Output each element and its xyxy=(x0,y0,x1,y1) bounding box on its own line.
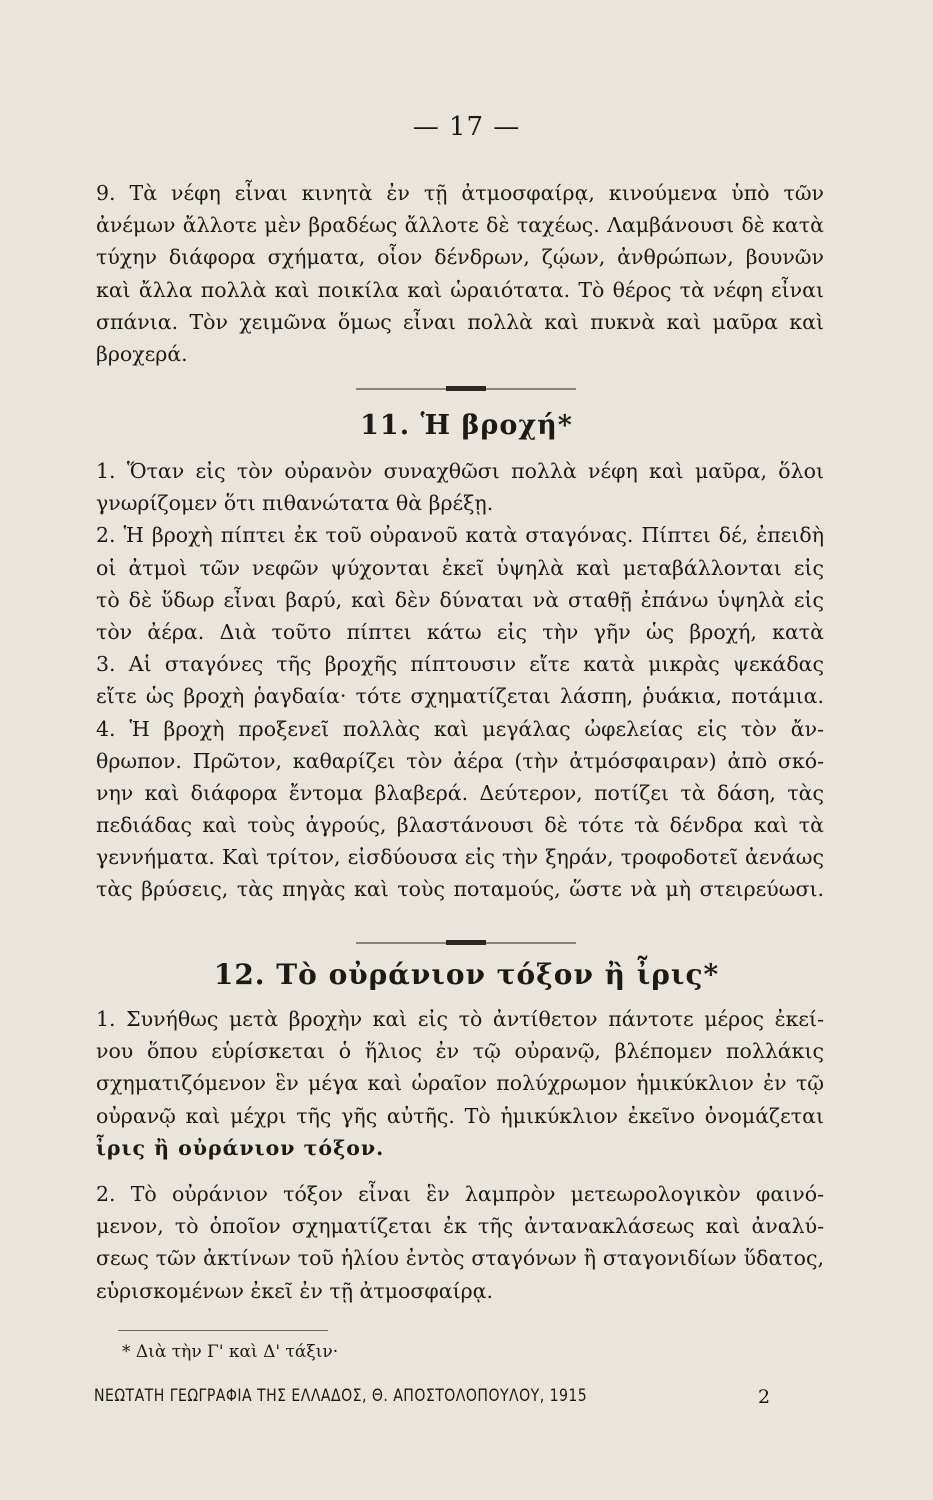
text-line: ἀνέμων ἄλλοτε μὲν βραδέως ἄλλοτε δὲ ταχέως. Λαμβάνουσι δὲ κατὰ xyxy=(96,213,824,238)
text-line: τὸ δὲ ὕδωρ εἶναι βαρύ, καὶ δὲν δύναται νὰ σταθῇ ἐπάνω ὑψηλὰ εἰς xyxy=(96,587,824,612)
text-line: 3. Αἱ σταγόνες τῆς βροχῆς πίπτουσιν εἴτε κατὰ μικρὰς ψεκάδας xyxy=(96,652,824,677)
book-title-footer: ΝΕΩΤΑΤΗ ΓΕΩΓΡΑΦΙΑ ΤΗΣ ΕΛΛΑΔΟΣ, Θ. ΑΠΟΣΤΟΛΟΠΟΥΛΟΥ, 1915 xyxy=(94,1386,588,1406)
text-line: νου ὅπου εὑρίσκεται ὁ ἥλιος ἐν τῷ οὐρανῷ, βλέπομεν πολλάκις xyxy=(96,1039,824,1064)
text-line: οὐρανῷ καὶ μέχρι τῆς γῆς αὐτῆς. Τὸ ἡμικύκλιον ἐκεῖνο ὀνομάζεται xyxy=(96,1103,824,1128)
section-heading-rain: 11. Ἡ βροχή* xyxy=(360,410,573,441)
text-line: θρωπον. Πρῶτον, καθαρίζει τὸν ἀέρα (τὴν ἀτμόσφαιραν) ἀπὸ σκό- xyxy=(96,748,824,773)
text-line: μενον, τὸ ὁποῖον σχηματίζεται ἐκ τῆς ἀντανακλάσεως καὶ ἀναλύ- xyxy=(96,1214,824,1239)
text-line: τύχην διάφορα σχήματα, οἷον δένδρων, ζῴων, ἀνθρώπων, βουνῶν xyxy=(96,245,824,270)
section-rain-body xyxy=(96,455,824,906)
section-heading-rainbow: 12. Τὸ οὐράνιον τόξον ἢ ἶρις* xyxy=(213,958,720,991)
paragraph-clouds xyxy=(96,177,824,370)
text-line: 1. Συνήθως μετὰ βροχὴν καὶ εἰς τὸ ἀντίθετον πάντοτε μέρος ἐκεί- xyxy=(96,1007,824,1031)
text-line: σεως τῶν ἀκτίνων τοῦ ἡλίου ἐντὸς σταγόνων ἢ σταγονιδίων ὕδατος, xyxy=(96,1246,824,1271)
text-line: 9. Τὰ νέφη εἶναι κινητὰ ἐν τῇ ἀτμοσφαίρᾳ, κινούμενα ὑπὸ τῶν xyxy=(96,181,824,205)
text-line: τὰς βρύσεις, τὰς πηγὰς καὶ τοὺς ποταμούς, ὥστε νὰ μὴ στειρεύωσι. xyxy=(96,877,824,902)
text-line: βροχερά. xyxy=(96,341,188,366)
text-line: σπάνια. Τὸν χειμῶνα ὅμως εἶναι πολλὰ καὶ πυκνὰ καὶ μαῦρα καὶ xyxy=(96,309,824,334)
text-line: γεννήματα. Καὶ τρίτον, εἰσδύουσα εἰς τὴν ξηράν, τροφοδοτεῖ ἀενάως xyxy=(96,845,824,870)
section-divider xyxy=(356,388,576,390)
text-line: οἱ ἀτμοὶ τῶν νεφῶν ψύχονται ἐκεῖ ὑψηλὰ καὶ μεταβάλλονται εἰς xyxy=(96,555,824,580)
text-line: νην καὶ διάφορα ἔντομα βλαβερά. Δεύτερον, ποτίζει τὰ δάση, τὰς xyxy=(96,780,824,805)
term-iris: ἶρις ἢ οὐράνιον τόξον. xyxy=(96,1135,385,1160)
page-number: — 17 — xyxy=(412,112,521,142)
text-line: εἴτε ὡς βροχὴ ῥαγδαία· τότε σχηματίζεται λάσπη, ῥυάκια, ποτάμια. xyxy=(96,684,824,709)
footnote-rule xyxy=(118,1330,328,1331)
footnote: * Διὰ τὴν Γ' καὶ Δ' τάξιν· xyxy=(122,1342,339,1362)
text-line: 4. Ἡ βροχὴ προξενεῖ πολλὰς καὶ μεγάλας ὠφελείας εἰς τὸν ἄν- xyxy=(96,716,824,741)
section-rainbow-paragraph-2 xyxy=(96,1178,824,1307)
text-line: πεδιάδας καὶ τοὺς ἀγρούς, βλαστάνουσι δὲ τότε τὰ δένδρα καὶ τὰ xyxy=(96,813,824,838)
signature-number: 2 xyxy=(758,1386,771,1408)
text-line: γνωρίζομεν ὅτι πιθανώτατα θὰ βρέξῃ. xyxy=(96,491,494,516)
text-line: σχηματιζόμενον ἓν μέγα καὶ ὡραῖον πολύχρωμον ἡμικύκλιον ἐν τῷ xyxy=(96,1071,824,1096)
text-line: 1. Ὅταν εἰς τὸν οὐρανὸν συναχθῶσι πολλὰ νέφη καὶ μαῦρα, ὅλοι xyxy=(96,459,824,483)
text-line: 2. Ἡ βροχὴ πίπτει ἐκ τοῦ οὐρανοῦ κατὰ σταγόνας. Πίπτει δέ, ἐπειδὴ xyxy=(96,523,824,548)
section-divider xyxy=(356,942,576,944)
text-line: καὶ ἄλλα πολλὰ καὶ ποικίλα καὶ ὡραιότατα. Τὸ θέρος τὰ νέφη εἶναι xyxy=(96,277,824,302)
text-line: 2. Τὸ οὐράνιον τόξον εἶναι ἓν λαμπρὸν μετεωρολογικὸν φαινό- xyxy=(96,1182,824,1206)
text-line: εὑρισκομένων ἐκεῖ ἐν τῇ ἀτμοσφαίρᾳ. xyxy=(96,1278,494,1303)
section-rainbow-paragraph-1 xyxy=(96,1003,824,1164)
text-line: τὸν ἀέρα. Διὰ τοῦτο πίπτει κάτω εἰς τὴν γῆν ὡς βροχή, κατὰ xyxy=(96,619,824,644)
